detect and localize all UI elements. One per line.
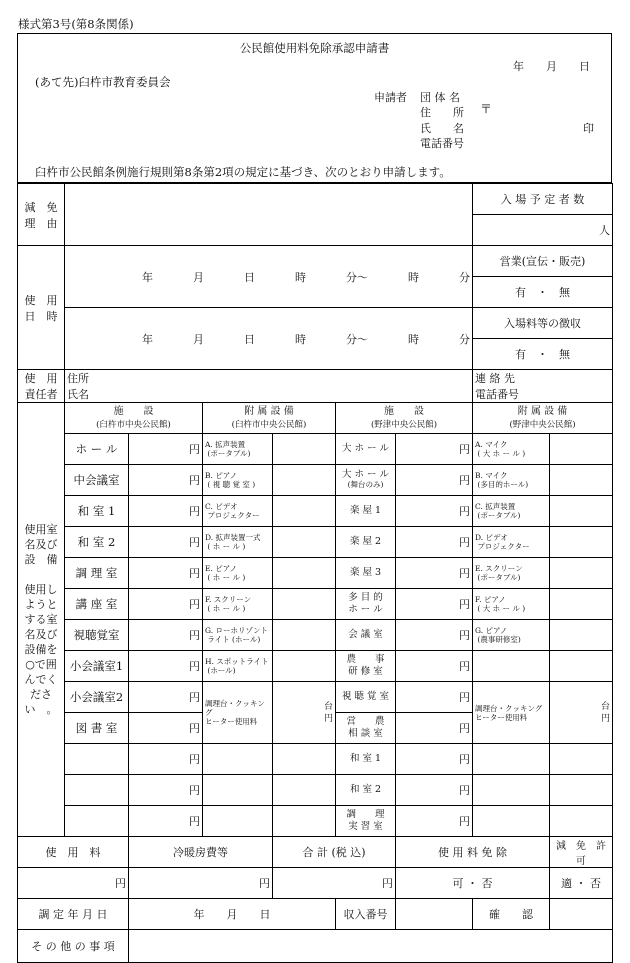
addressee: (あて先)臼杵市教育委員会 xyxy=(35,75,171,89)
heating-label: 冷暖房費等 xyxy=(129,837,273,868)
equipment-notsu-fee[interactable] xyxy=(550,496,613,527)
hdr-eq2-sub: (野津中央公民館) xyxy=(509,419,576,430)
facility-usuki-fee[interactable]: 円 xyxy=(129,744,203,775)
equipment-notsu-empty-fee[interactable] xyxy=(550,651,613,682)
header-facility-notsu xyxy=(336,403,473,434)
facility-usuki-name[interactable]: 図 書 室 xyxy=(65,713,129,744)
facility-usuki-name[interactable] xyxy=(65,775,129,806)
datetime-part: 時 xyxy=(295,332,306,346)
eq2-line2: プロジェクター xyxy=(477,542,530,551)
cooking-notsu-line2: ヒーター使用料 xyxy=(475,712,528,722)
facility-usuki-fee[interactable]: 円 xyxy=(129,651,203,682)
eq1-line2: ( ホ ー ル ) xyxy=(207,573,246,582)
eq2-line2: (農事研修室) xyxy=(477,635,521,644)
eq1-line1: C. ビデオ xyxy=(205,502,238,511)
rooms-label-line: 設 備 xyxy=(24,553,58,566)
facility-usuki-name[interactable]: 小会議室2 xyxy=(65,682,129,713)
responsible-address-label: 住所 xyxy=(67,372,89,385)
rooms-label-line: 使用室 xyxy=(24,523,58,536)
facility-notsu-sub: 相 談 室 xyxy=(348,728,383,739)
facility-usuki-fee[interactable]: 円 xyxy=(129,620,203,651)
equipment-usuki-empty-fee[interactable] xyxy=(273,744,336,775)
facility-notsu-name[interactable] xyxy=(336,434,396,465)
facility-notsu-name[interactable] xyxy=(336,558,396,589)
equipment-notsu-empty-fee[interactable] xyxy=(550,775,613,806)
cooking-notsu-fee[interactable] xyxy=(550,682,613,744)
address-label: 住 所 xyxy=(420,106,464,119)
facility-notsu-name[interactable] xyxy=(336,682,396,713)
equipment-usuki-fee[interactable] xyxy=(273,496,336,527)
datetime-part: 分～ xyxy=(346,332,368,346)
eq2-line1: G. ピアノ xyxy=(475,626,508,635)
hdr-eq2: 附 属 設 備 xyxy=(517,405,568,417)
hdr-fac2: 施 設 xyxy=(384,405,425,417)
rooms-label-line: 名及び xyxy=(24,628,58,641)
eq2-line1: B. マイク xyxy=(475,471,508,480)
datetime-part: 月 xyxy=(193,270,204,284)
eq1-line2: プロジェクター xyxy=(207,511,260,520)
datetime-part: 時 xyxy=(408,332,419,346)
equipment-notsu-fee[interactable] xyxy=(550,558,613,589)
hdr-fac1: 施 設 xyxy=(113,405,154,417)
datetime-part: 分～ xyxy=(346,270,368,284)
facility-notsu-fee[interactable]: 円 xyxy=(396,744,473,775)
hdr-fac1-sub: (臼杵市中央公民館) xyxy=(96,419,171,430)
facility-notsu-label: 和 室 1 xyxy=(349,753,382,764)
hdr-fac2-sub: (野津中央公民館) xyxy=(370,419,438,430)
rooms-label-line: する室 xyxy=(24,613,58,626)
use-datetime-label xyxy=(18,246,65,370)
form-number: 様式第3号(第8条関係) xyxy=(18,17,134,31)
rooms-label xyxy=(18,403,65,837)
facility-usuki-fee[interactable]: 円 xyxy=(129,682,203,713)
cooking-notsu-line1: 調理台・クッキング xyxy=(475,703,543,713)
equipment-notsu-name[interactable] xyxy=(473,620,550,651)
equipment-usuki-name[interactable] xyxy=(203,651,273,682)
contact-phone-label: 電話番号 xyxy=(475,388,520,401)
eq1-line2: ( ホ ー ル ) xyxy=(207,542,246,551)
contact-cell[interactable] xyxy=(473,370,613,403)
equipment-usuki-fee[interactable] xyxy=(273,527,336,558)
eq1-line2: (ポータブル) xyxy=(207,449,251,458)
facility-usuki-fee[interactable]: 円 xyxy=(129,434,203,465)
eq1-line1: E. ピアノ xyxy=(205,564,238,573)
facility-notsu-name[interactable] xyxy=(336,744,396,775)
datetime-part: 年 xyxy=(142,270,153,284)
facility-notsu-label: 会 議 室 xyxy=(348,629,383,640)
facility-usuki-fee[interactable]: 円 xyxy=(129,527,203,558)
eq1-line1: A. 拡声装置 xyxy=(205,440,246,449)
phone-label: 電話番号 xyxy=(420,137,464,150)
facility-notsu-name[interactable] xyxy=(336,713,396,744)
heating-value[interactable]: 円 xyxy=(129,868,273,899)
rooms-label-line: 名及び xyxy=(24,538,58,551)
facility-usuki-fee[interactable]: 円 xyxy=(129,806,203,837)
facility-usuki-name[interactable]: 和 室 2 xyxy=(65,527,129,558)
facility-notsu-sub: 研 修 室 xyxy=(348,666,383,677)
datetime-part: 日 xyxy=(244,270,255,284)
facility-notsu-label: 楽 屋 3 xyxy=(349,567,382,578)
equipment-usuki-name[interactable] xyxy=(203,558,273,589)
eq1-line1: G. ローホリゾント xyxy=(205,626,268,635)
application-date[interactable]: 年 月 日 xyxy=(513,60,590,73)
group-name-label: 団 体 名 xyxy=(420,91,460,104)
exemption-value[interactable]: 可 ・ 否 xyxy=(396,868,550,899)
facility-usuki-fee[interactable]: 円 xyxy=(129,775,203,806)
equipment-notsu-empty-fee[interactable] xyxy=(550,744,613,775)
approval-label: 減 免 許 可 xyxy=(550,837,613,868)
equipment-notsu-name[interactable] xyxy=(473,527,550,558)
eq1-line2: ライト (ホール) xyxy=(207,635,261,644)
facility-notsu-name[interactable] xyxy=(336,620,396,651)
visitors-unit: 人 xyxy=(599,224,611,237)
facility-notsu-label: 営 農 xyxy=(346,716,385,727)
cooking-usuki-line2: ヒーター使用料 xyxy=(205,717,258,726)
equipment-usuki-name[interactable] xyxy=(203,434,273,465)
cooking-usuki-line1: 調理台・クッキング xyxy=(205,699,265,717)
equipment-usuki-empty-fee[interactable] xyxy=(273,806,336,837)
facility-notsu-fee[interactable]: 円 xyxy=(396,806,473,837)
facility-notsu-sub: (舞台のみ) xyxy=(347,480,384,489)
equipment-notsu-fee[interactable] xyxy=(550,620,613,651)
eq2-line2: ( 大 ホ ー ル ) xyxy=(477,604,526,613)
datetime-part: 月 xyxy=(193,332,204,346)
responsible-label-line1: 使 用 xyxy=(24,372,58,385)
facility-usuki-name[interactable]: 中会議室 xyxy=(65,465,129,496)
entry-fee-label: 入場料等の徴収 xyxy=(473,308,613,339)
rooms-label-line: ようと xyxy=(24,598,58,611)
reason-label xyxy=(18,184,65,246)
hdr-eq1: 附 属 設 備 xyxy=(244,405,294,417)
receipt-value[interactable] xyxy=(396,899,473,930)
eq1-line1: D. 拡声装置一式 xyxy=(205,533,261,542)
use-datetime-label-line1: 使 用 xyxy=(24,293,58,307)
facility-notsu-label: 楽 屋 2 xyxy=(349,536,382,547)
application-header xyxy=(17,33,612,183)
facility-notsu-label: 大 ホ ー ル xyxy=(341,469,390,480)
approval-value[interactable]: 適 ・ 否 xyxy=(550,868,613,899)
facility-notsu-label: 調 理 xyxy=(346,809,385,820)
equipment-notsu-name[interactable] xyxy=(473,465,550,496)
equipment-notsu-empty[interactable] xyxy=(473,744,550,775)
fee-label: 使 用 料 xyxy=(18,837,129,868)
facility-notsu-sub: ホ ー ル xyxy=(348,604,383,615)
equipment-notsu-fee[interactable] xyxy=(550,527,613,558)
equipment-usuki-name[interactable] xyxy=(203,496,273,527)
business-value[interactable]: 有 ・ 無 xyxy=(473,277,613,308)
equipment-usuki-name[interactable] xyxy=(203,465,273,496)
statement: 臼杵市公民館条例施行規則第8条第2項の規定に基づき、次のとおり申請します。 xyxy=(35,165,451,179)
equipment-notsu-name[interactable] xyxy=(473,434,550,465)
facility-usuki-fee[interactable]: 円 xyxy=(129,558,203,589)
datetime-part: 分 xyxy=(459,270,470,284)
adjust-date-label: 調 定 年 月 日 xyxy=(18,899,129,930)
eq2-line2: (ポータブル) xyxy=(477,511,521,520)
equipment-notsu-name[interactable] xyxy=(473,589,550,620)
facility-notsu-fee[interactable]: 円 xyxy=(396,434,473,465)
datetime-part: 時 xyxy=(295,270,306,284)
other-label: そ の 他 の 事 項 xyxy=(18,930,129,963)
header-equipment-notsu xyxy=(473,403,613,434)
facility-notsu-name[interactable] xyxy=(336,775,396,806)
total-value[interactable]: 円 xyxy=(273,868,396,899)
eq2-line1: E. スクリーン xyxy=(475,564,523,573)
confirm-value[interactable] xyxy=(550,899,613,930)
other-value[interactable] xyxy=(129,930,613,963)
equipment-usuki-empty[interactable] xyxy=(203,775,273,806)
adjust-date-value[interactable]: 年 月 日 xyxy=(129,899,336,930)
seal-mark: 印 xyxy=(583,122,594,135)
eq2-line2: ( 大 ホ ー ル ) xyxy=(477,449,526,458)
facility-notsu-name[interactable] xyxy=(336,589,396,620)
equipment-notsu-name[interactable] xyxy=(473,558,550,589)
responsible-input[interactable] xyxy=(65,370,473,403)
use-datetime-end[interactable] xyxy=(65,308,473,370)
eq1-line1: F. スクリーン xyxy=(205,595,252,604)
facility-notsu-label: 多 目 的 xyxy=(348,592,383,603)
rooms-label-line: んでく xyxy=(24,673,58,686)
eq2-line2: (多目的ホール) xyxy=(477,480,529,489)
facility-notsu-fee[interactable]: 円 xyxy=(396,651,473,682)
facility-notsu-name[interactable] xyxy=(336,651,396,682)
facility-usuki-name[interactable] xyxy=(65,806,129,837)
eq2-line1: F. ピアノ xyxy=(475,595,506,604)
facility-notsu-label: 和 室 2 xyxy=(349,784,382,795)
facility-notsu-fee[interactable]: 円 xyxy=(396,527,473,558)
responsible-name-label: 氏名 xyxy=(67,388,89,401)
equipment-notsu-empty[interactable] xyxy=(473,775,550,806)
cooking-usuki-fee[interactable] xyxy=(273,682,336,744)
equipment-notsu-fee[interactable] xyxy=(550,465,613,496)
eq2-line1: C. 拡声装置 xyxy=(475,502,516,511)
name-label: 氏 名 xyxy=(420,122,464,135)
confirm-label: 確 認 xyxy=(473,899,550,930)
equipment-usuki-name[interactable] xyxy=(203,620,273,651)
exemption-label: 使 用 料 免 除 xyxy=(396,837,550,868)
equipment-notsu-empty[interactable] xyxy=(473,806,550,837)
facility-usuki-name[interactable]: 小会議室1 xyxy=(65,651,129,682)
facility-usuki-name[interactable]: 視聴覚室 xyxy=(65,620,129,651)
rooms-label-line: ○で囲 xyxy=(25,658,57,671)
equipment-usuki-name[interactable] xyxy=(203,589,273,620)
facility-notsu-name[interactable] xyxy=(336,806,396,837)
rooms-label-line: ださ xyxy=(30,688,52,701)
facility-usuki-name[interactable]: 調 理 室 xyxy=(65,558,129,589)
visitors-input[interactable] xyxy=(473,215,613,246)
facility-notsu-label: 視 聴 覚 室 xyxy=(341,691,390,702)
hdr-eq1-sub: (臼杵市中央公民館) xyxy=(231,419,307,430)
rooms-label-line: い 。 xyxy=(24,703,58,716)
equipment-notsu-empty[interactable] xyxy=(473,651,550,682)
eq2-line1: A. マイク xyxy=(475,440,508,449)
total-label: 合 計 (税 込) xyxy=(273,837,396,868)
cooking-notsu-unit: 台 xyxy=(601,701,611,712)
equipment-usuki-empty[interactable] xyxy=(203,744,273,775)
cooking-notsu-yen: 円 xyxy=(601,713,611,724)
equipment-usuki-fee[interactable] xyxy=(273,620,336,651)
form-title: 公民館使用料免除承認申請書 xyxy=(239,41,390,55)
rooms-label-line: 使用し xyxy=(24,583,58,596)
use-datetime-label-line2: 日 時 xyxy=(24,309,58,323)
facility-usuki-fee[interactable]: 円 xyxy=(129,496,203,527)
rooms-label-line: 設備を xyxy=(24,643,58,656)
equipment-notsu-fee[interactable] xyxy=(550,434,613,465)
eq1-line2: ( ホ ー ル ) xyxy=(207,604,246,613)
header-facility-usuki xyxy=(65,403,203,434)
eq1-line2: (ホール) xyxy=(207,666,236,675)
facility-usuki-fee[interactable]: 円 xyxy=(129,589,203,620)
equipment-usuki-name[interactable] xyxy=(203,527,273,558)
eq1-line1: B. ピアノ xyxy=(205,471,238,480)
eq1-line2: ( 視 聴 覚 室 ) xyxy=(207,480,256,489)
datetime-part: 分 xyxy=(459,332,470,346)
facility-notsu-fee[interactable]: 円 xyxy=(396,589,473,620)
applicant-label: 申請者 xyxy=(374,91,407,104)
equipment-usuki-fee[interactable] xyxy=(273,651,336,682)
equipment-usuki-fee[interactable] xyxy=(273,558,336,589)
fee-value[interactable]: 円 xyxy=(18,868,129,899)
facility-notsu-name[interactable] xyxy=(336,527,396,558)
business-label: 営業(宣伝・販売) xyxy=(473,246,613,277)
facility-notsu-fee[interactable]: 円 xyxy=(396,682,473,713)
facility-usuki-name[interactable] xyxy=(65,744,129,775)
equipment-usuki-empty-fee[interactable] xyxy=(273,775,336,806)
reason-input[interactable] xyxy=(65,184,473,246)
datetime-part: 時 xyxy=(408,270,419,284)
equipment-usuki-fee[interactable] xyxy=(273,589,336,620)
cooking-usuki-unit: 台 xyxy=(323,701,333,712)
equipment-notsu-name[interactable] xyxy=(473,496,550,527)
facility-usuki-name[interactable]: 講 座 室 xyxy=(65,589,129,620)
equipment-notsu-empty-fee[interactable] xyxy=(550,806,613,837)
facility-notsu-fee[interactable]: 円 xyxy=(396,465,473,496)
eq2-line1: D. ビデオ xyxy=(475,533,508,542)
facility-usuki-name[interactable]: 和 室 1 xyxy=(65,496,129,527)
facility-usuki-fee[interactable]: 円 xyxy=(129,465,203,496)
facility-notsu-name[interactable] xyxy=(336,496,396,527)
facility-usuki-name[interactable]: ホ ー ル xyxy=(65,434,129,465)
entry-fee-value[interactable]: 有 ・ 無 xyxy=(473,339,613,370)
application-table xyxy=(17,183,617,963)
eq2-line2: (ポータブル) xyxy=(477,573,521,582)
equipment-usuki-fee[interactable] xyxy=(273,434,336,465)
facility-usuki-fee[interactable]: 円 xyxy=(129,713,203,744)
facility-notsu-label: 楽 屋 1 xyxy=(349,505,382,516)
equipment-usuki-fee[interactable] xyxy=(273,465,336,496)
facility-notsu-sub: 実 習 室 xyxy=(348,821,383,832)
use-datetime-start[interactable] xyxy=(65,246,473,308)
eq1-line1: H. スポットライト xyxy=(205,657,269,666)
reason-label-line1: 減 免 xyxy=(24,200,58,214)
facility-notsu-fee[interactable]: 円 xyxy=(396,558,473,589)
equipment-notsu-fee[interactable] xyxy=(550,589,613,620)
facility-notsu-fee[interactable]: 円 xyxy=(396,775,473,806)
facility-notsu-fee[interactable]: 円 xyxy=(396,713,473,744)
equipment-usuki-empty[interactable] xyxy=(203,806,273,837)
facility-notsu-label: 農 事 xyxy=(346,654,385,665)
facility-notsu-fee[interactable]: 円 xyxy=(396,496,473,527)
reason-label-line2: 理 由 xyxy=(24,216,58,230)
datetime-part: 年 xyxy=(142,332,153,346)
facility-notsu-label: 大 ホ ー ル xyxy=(341,443,390,454)
cooking-usuki[interactable] xyxy=(203,682,273,744)
responsible-label xyxy=(18,370,65,403)
responsible-label-line2: 責任者 xyxy=(24,388,58,401)
visitors-label: 入 場 予 定 者 数 xyxy=(473,184,613,215)
header-equipment-usuki xyxy=(203,403,336,434)
facility-notsu-name[interactable] xyxy=(336,465,396,496)
contact-label: 連 絡 先 xyxy=(475,372,516,385)
datetime-part: 日 xyxy=(244,332,255,346)
cooking-usuki-yen: 円 xyxy=(323,713,333,724)
cooking-notsu[interactable] xyxy=(473,682,550,744)
receipt-label: 収入番号 xyxy=(336,899,396,930)
facility-notsu-fee[interactable]: 円 xyxy=(396,620,473,651)
postal-mark: 〒 xyxy=(480,102,493,116)
